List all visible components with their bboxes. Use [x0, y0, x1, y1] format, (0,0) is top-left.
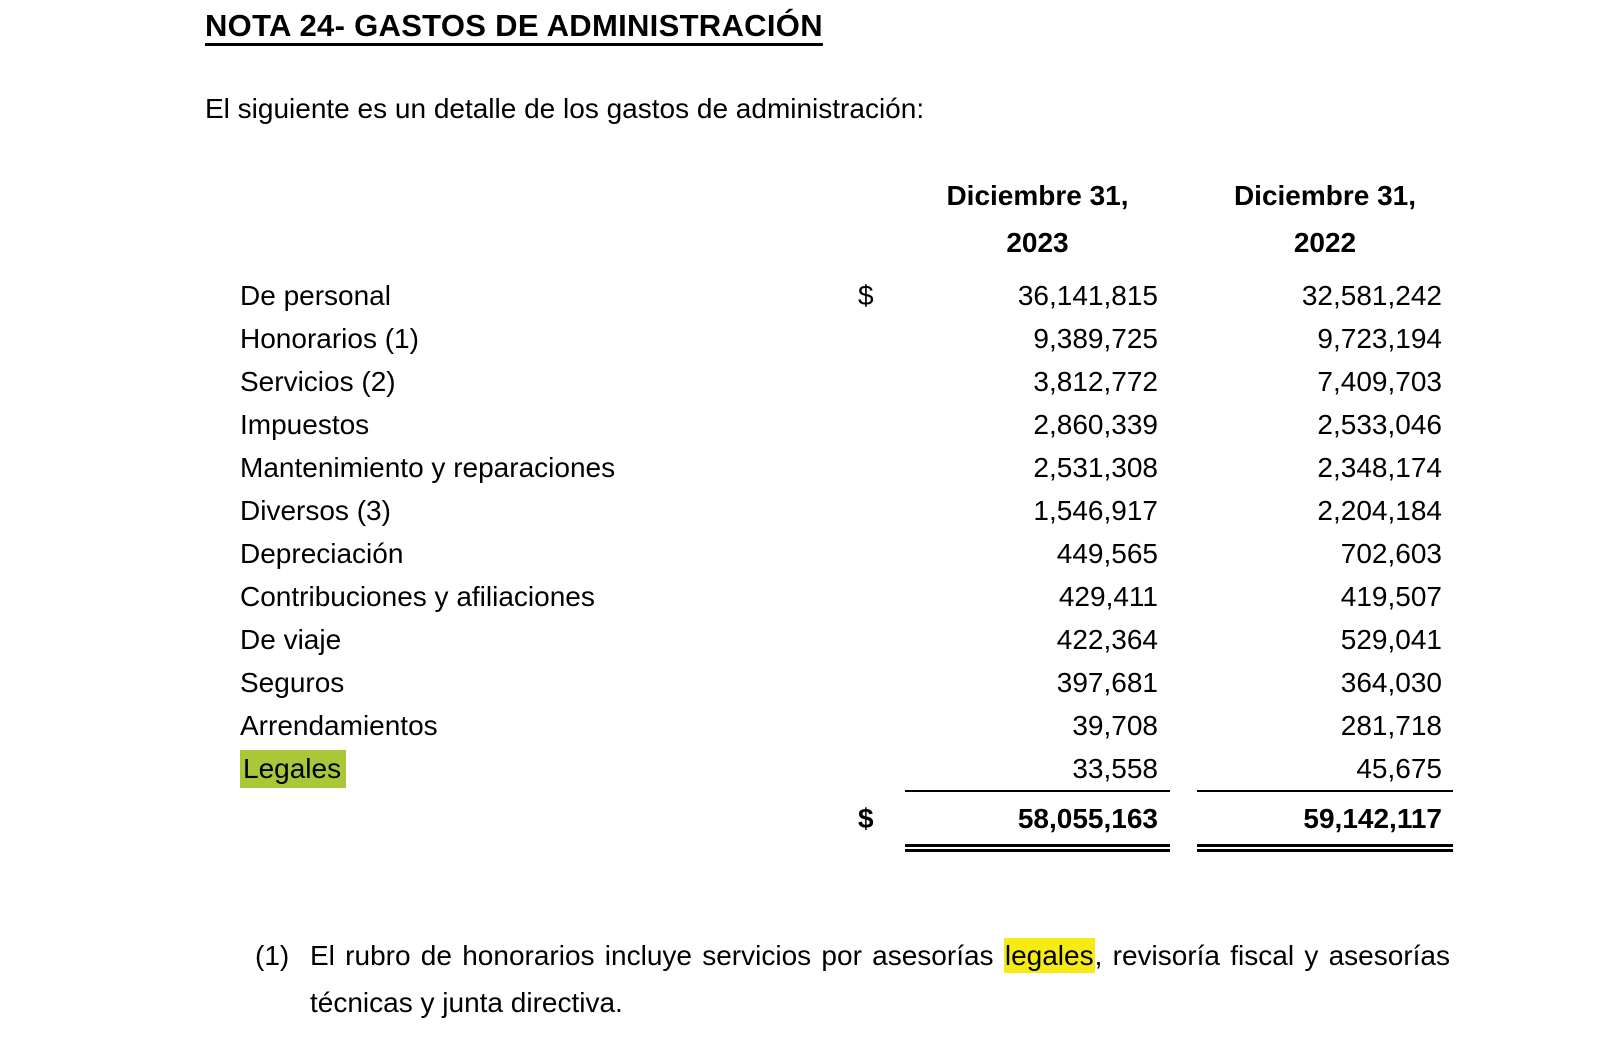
column-header-2023-line1: Diciembre 31,	[946, 180, 1129, 211]
table-row	[240, 403, 1453, 446]
value-2022: 419,507	[1340, 581, 1442, 612]
value-2022: 2,204,184	[1317, 495, 1442, 526]
row-label: De viaje	[240, 624, 342, 655]
table-row	[240, 274, 1453, 317]
row-label: Arrendamientos	[240, 710, 438, 741]
footnote-text	[310, 932, 1450, 1026]
admin-expenses-table	[240, 172, 1453, 852]
value-2023: 1,546,917	[1033, 495, 1158, 526]
footnote-marker: (1)	[255, 940, 290, 971]
total-row	[240, 799, 1453, 852]
table-row	[240, 317, 1453, 360]
column-header-2022-line1: Diciembre 31,	[1233, 180, 1417, 211]
green-highlighted-label: Legales	[240, 750, 346, 788]
value-2023: 422,364	[1056, 624, 1158, 655]
footnote-text-part1: El rubro de honorarios incluye servicios por asesorías	[310, 940, 1004, 971]
yellow-highlighted-word: legales	[1004, 940, 1094, 971]
column-header-2022	[1197, 172, 1453, 266]
value-2023: 429,411	[1058, 581, 1158, 612]
footnote-1	[255, 932, 1450, 1026]
currency-symbol: $	[858, 280, 874, 311]
value-2023: 33,558	[905, 747, 1170, 792]
row-label: Seguros	[240, 667, 345, 698]
row-label: De personal	[240, 280, 391, 311]
value-2023: 39,708	[1072, 710, 1158, 741]
note-title: NOTA 24- GASTOS DE ADMINISTRACIÓN	[205, 8, 823, 43]
value-2023: 3,812,772	[1033, 366, 1158, 397]
value-2023: 449,565	[1056, 538, 1158, 569]
row-label: Servicios (2)	[240, 366, 396, 397]
row-label: Contribuciones y afiliaciones	[240, 581, 595, 612]
table-row	[240, 661, 1453, 704]
column-header-2022-line2: 2022	[1293, 227, 1357, 258]
value-2022: 7,409,703	[1317, 366, 1442, 397]
value-2022: 9,723,194	[1317, 323, 1442, 354]
total-2023: 58,055,163	[905, 799, 1170, 852]
row-label: Impuestos	[240, 409, 370, 440]
table-row	[240, 489, 1453, 532]
value-2022: 281,718	[1340, 710, 1442, 741]
table-body	[240, 274, 1453, 852]
value-2023: 2,531,308	[1033, 452, 1158, 483]
intro-text: El siguiente es un detalle de los gastos de administración:	[205, 93, 925, 124]
value-2023: 397,681	[1056, 667, 1158, 698]
table-row	[240, 532, 1453, 575]
table-row	[240, 360, 1453, 403]
value-2022: 2,348,174	[1317, 452, 1442, 483]
table-row	[240, 575, 1453, 618]
row-label: Mantenimiento y reparaciones	[240, 452, 616, 483]
value-2022: 529,041	[1340, 624, 1442, 655]
value-2023: 36,141,815	[1017, 280, 1158, 311]
table-row-legales	[240, 747, 1453, 790]
table-row	[240, 618, 1453, 661]
table-row	[240, 446, 1453, 489]
table-row	[240, 704, 1453, 747]
value-2023: 9,389,725	[1033, 323, 1158, 354]
table-header-row	[240, 172, 1453, 266]
total-currency-symbol: $	[858, 803, 874, 834]
value-2022: 45,675	[1197, 747, 1453, 792]
column-header-2023	[905, 172, 1170, 266]
value-2022: 702,603	[1340, 538, 1442, 569]
value-2022: 32,581,242	[1301, 280, 1442, 311]
row-label	[240, 747, 850, 790]
total-2022: 59,142,117	[1197, 799, 1453, 852]
row-label: Honorarios (1)	[240, 323, 419, 354]
row-label: Depreciación	[240, 538, 404, 569]
value-2022: 364,030	[1340, 667, 1442, 698]
footnote-text-part2: , revisoría fiscal y asesorías técnicas y junta directiva.	[310, 940, 1451, 1018]
value-2022: 2,533,046	[1317, 409, 1442, 440]
column-header-2023-line2: 2023	[1006, 227, 1069, 258]
row-label: Diversos (3)	[240, 495, 391, 526]
value-2023: 2,860,339	[1033, 409, 1158, 440]
